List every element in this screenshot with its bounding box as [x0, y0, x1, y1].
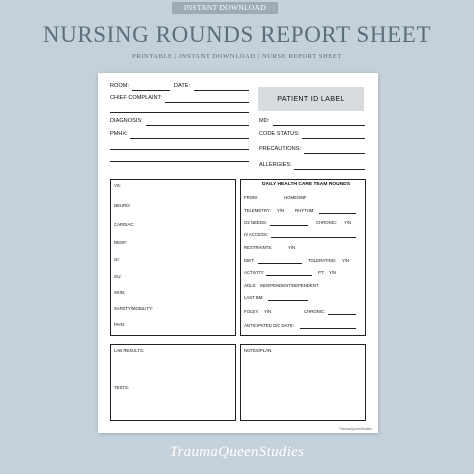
last-bm-label: LAST BM:: [244, 295, 264, 300]
activity-label: ACTIVITY:: [244, 270, 265, 275]
room-line: [132, 90, 170, 91]
telemetry-label: TELEMETRY:: [244, 208, 271, 213]
diagnosis-label: DIAGNOSIS:: [110, 118, 143, 124]
adls-value: INDEPENDENT/DEPENDENT: [260, 283, 319, 288]
brand-footer: TraumaQueenStudies: [169, 444, 305, 460]
tolerating-label: TOLERATING:: [308, 258, 337, 263]
foley-label: FOLEY:: [244, 309, 260, 314]
chief-complaint-line: [165, 102, 249, 103]
date-label: DATE:: [174, 83, 191, 89]
resp-label: RESP:: [114, 240, 127, 245]
pmhx-line: [130, 138, 249, 139]
labs-box: [110, 344, 236, 421]
gu-label: GU:: [114, 274, 122, 279]
adls-label: ADLS:: [244, 283, 257, 288]
code-status-line: [302, 138, 365, 139]
vs-label: VS:: [114, 183, 121, 188]
report-sheet: [98, 73, 378, 433]
activity-line: [266, 275, 312, 276]
code-status-label: CODE STATUS:: [259, 131, 300, 137]
diagnosis-line: [146, 125, 249, 126]
chief-complaint-label: CHIEF COMPLAINT:: [110, 95, 162, 101]
iv-access-line: [271, 237, 356, 238]
iv-access-label: IV ACCESS:: [244, 232, 268, 237]
safety-mobility-label: SAFETY/MOBILITY:: [114, 306, 153, 311]
tests-label: TESTS:: [114, 385, 130, 390]
o2-needs-line: [270, 225, 308, 226]
room-label: ROOM:: [110, 83, 129, 89]
pt-value: Y/N: [329, 270, 337, 275]
chronic-label-2: CHRONIC:: [304, 309, 326, 314]
foley-value: Y/N: [264, 309, 272, 314]
notes-plan-label: NOTES/PLAN:: [244, 348, 273, 353]
allergies-label: ALLERGIES:: [259, 162, 292, 168]
telemetry-value: Y/N: [277, 208, 285, 213]
diet-label: DIET:: [244, 258, 255, 263]
allergies-line: [294, 169, 365, 170]
restraints-value: Y/N: [288, 245, 296, 250]
o2-needs-label: O2 NEEDS:: [244, 220, 267, 225]
rhythm-label: RHYTHM:: [295, 208, 315, 213]
page-subtitle: PRINTABLE | INSTANT DOWNLOAD | NURSE REPORT SHEET: [132, 53, 342, 60]
pt-label: PT:: [318, 270, 325, 275]
neuro-label: NEURO:: [114, 203, 131, 208]
chief-complaint-line-2: [110, 112, 249, 113]
notes-box: [240, 344, 366, 421]
pmhx-line-2: [110, 149, 249, 150]
precautions-line: [304, 153, 365, 154]
rhythm-line: [319, 213, 356, 214]
last-bm-line: [268, 300, 308, 301]
tolerating-value: Y/N: [342, 258, 350, 263]
pain-label: PAIN:: [114, 322, 125, 327]
cardiac-label: CARDIAC:: [114, 222, 135, 227]
md-label: MD:: [259, 118, 270, 124]
rounds-title: DAILY HEALTH CARE TEAM ROUNDS: [262, 182, 350, 187]
anticipated-dc-line: [300, 328, 356, 329]
patient-id-label: PATIENT ID LABEL: [258, 87, 364, 111]
chronic-line-2: [328, 314, 356, 315]
lab-results-label: LAB RESULTS:: [114, 348, 145, 353]
date-line: [194, 90, 249, 91]
chronic-value-1: Y/N: [344, 220, 352, 225]
from-label: FROM:: [244, 195, 258, 200]
instant-download-badge: INSTANT DOWNLOAD: [172, 2, 278, 14]
skin-label: SKIN:: [114, 290, 126, 295]
gi-label: GI:: [114, 257, 120, 262]
precautions-label: PRECAUTIONS:: [259, 146, 301, 152]
pmhx-label: PMHX:: [110, 131, 128, 137]
md-line: [273, 125, 365, 126]
restraints-label: RESTRAINTS:: [244, 245, 273, 250]
diet-line: [258, 263, 302, 264]
chronic-label-1: CHRONIC:: [316, 220, 338, 225]
sheet-credit: TraumaQueenStudies: [338, 427, 372, 431]
from-value: HOME/SNF: [284, 195, 307, 200]
anticipated-dc-label: ANTICIPATED D/C DATE:: [244, 323, 294, 328]
pmhx-line-3: [110, 161, 249, 162]
page-title: NURSING ROUNDS REPORT SHEET: [42, 22, 432, 47]
